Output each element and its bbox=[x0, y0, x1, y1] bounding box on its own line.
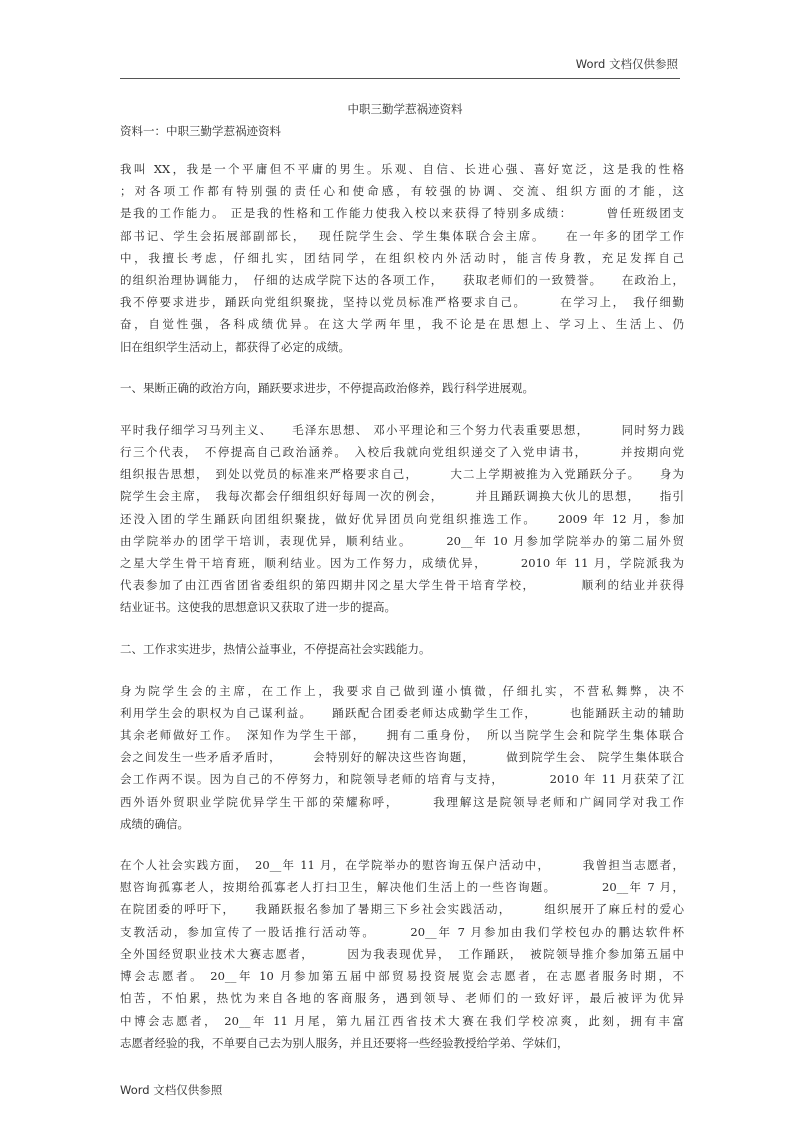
section-heading-2: 二、工作求实进步，热情公益事业，不停提高社会实践能力。 bbox=[120, 641, 431, 656]
document-body bbox=[120, 100, 684, 1073]
text-line: 在个人社会实践方面， 20__年 11 月，在学院举办的慰咨询五保户活动中， 我曾担当志愿者， bbox=[120, 858, 684, 873]
text-line: 全外国经贸职业技术大赛志愿者， 因为我表现优异， 工作踊跃， 被院领导推介参加第五届中 bbox=[120, 946, 684, 961]
text-line: 利用学生会的职权为自己谋利益。 踊跃配合团委老师达成勤学生工作， 也能踊跃主动的辅助 bbox=[120, 705, 684, 720]
text-line: 中博会志愿者， 20__年 11 月尾，第九届江西省技术大赛在我们学校凉爽，此刻，拥有丰富 bbox=[120, 1013, 684, 1028]
section-2-paragraph bbox=[120, 680, 684, 835]
text-line: 我叫 XX，我是一个平庸但不平庸的男生。乐观、自信、长进心强、喜好宽泛，这是我的性格 bbox=[120, 162, 684, 176]
text-line: 平时我仔细学习马列主义、 毛泽东思想、 邓小平理论和三个努力代表重要思想， 同时努力践 bbox=[120, 422, 684, 437]
document-subtitle: 资料一：中职三勤学惹祸迹资料 bbox=[120, 124, 281, 138]
section-heading-1: 一、果断正确的政治方向，踊跃要求进步，不停提高政治修养，践行科学进展观。 bbox=[120, 380, 534, 395]
text-line: 慰咨询孤寡老人，按期给孤寡老人打扫卫生，解决他们生活上的一些咨询题。 20__年 7 月， bbox=[120, 880, 684, 895]
text-line: 代表参加了由江西省团省委组织的第四期井冈之星大学生骨干培育学校， 顺利的结业并获得 bbox=[120, 578, 684, 593]
text-line: ；对各项工作都有特别强的责任心和使命感，有较强的协调、交流、组织方面的才能，这 bbox=[120, 184, 684, 199]
text-line: 旧在组织学生活动上，都获得了必定的成绩。 bbox=[120, 339, 350, 354]
text-line: 在院团委的呼吁下， 我踊跃报名参加了暑期三下乡社会实践活动， 组织展开了麻丘村的爱心 bbox=[120, 902, 684, 917]
text-line: 还没入团的学生踊跃向团组织聚拢，做好优异团员向党组织推选工作。 2009 年 12 月，参加 bbox=[120, 511, 684, 526]
text-line: 之星大学生骨干培育班，顺利结业。因为工作努力，成绩优异， 2010 年 11 月，学院派我为 bbox=[120, 556, 684, 571]
text-line: 怕苦，不怕累，热忱为来自各地的客商服务，遇到领导、老师们的一致好评，最后被评为优异 bbox=[120, 991, 684, 1006]
section-3-paragraph bbox=[120, 854, 684, 1054]
text-line: 我不停要求进步，踊跃向党组织聚拢，坚持以党员标准严格要求自己。 在学习上， 我仔细勤 bbox=[120, 295, 684, 310]
text-line: 部书记、学生会拓展部副部长， 现任院学生会、学生集体联合会主席。 在一年多的团学工作 bbox=[120, 228, 684, 243]
text-line: 支教活动，参加宣传了一股话推行活动等。 20__年 7 月参加由我们学校包办的鹏达软件杯 bbox=[120, 924, 684, 939]
text-line: 组织报告思想， 到处以党员的标准来严格要求自己， 大二上学期被推为入党踊跃分子。 身为 bbox=[120, 467, 684, 482]
text-line: 由学院举办的团学干培训，表现优异，顺利结业。 20__年 10 月参加学院举办的第二届外贸 bbox=[120, 533, 684, 548]
text-line: 其余老师做好工作。 深知作为学生干部， 拥有二重身份， 所以当院学生会和院学生集体联合 bbox=[120, 728, 684, 743]
text-line: 西外语外贸职业学院优异学生干部的荣耀称呼， 我理解这是院领导老师和广阔同学对我工作 bbox=[120, 794, 684, 809]
intro-paragraph bbox=[120, 158, 684, 358]
document-title: 中职三勤学惹祸迹资料 bbox=[347, 102, 463, 116]
text-line: 博会志愿者。 20__年 10 月参加第五届中部贸易投资展览会志愿者，在志愿者服务时期，不 bbox=[120, 969, 684, 984]
text-line: 身为院学生会的主席，在工作上，我要求自己做到谨小慎微，仔细扎实，不营私舞弊，决不 bbox=[120, 683, 684, 698]
text-line: 会工作两不误。因为自己的不停努力，和院领导老师的培育与支持， 2010 年 11 月获荣了江 bbox=[120, 772, 684, 787]
page-footer: Word 文档仅供参照 bbox=[120, 1083, 223, 1097]
text-line: 行三个代表， 不停提高自己政治涵养。 入校后我就向党组织递交了入党申请书， 并按期向党 bbox=[120, 445, 684, 460]
text-line: 会之间发生一些矛盾矛盾时， 会特别好的解决这些咨询题， 做到院学生会、 院学生集体联合 bbox=[120, 750, 684, 765]
page-header: Word 文档仅供参照 bbox=[575, 57, 678, 71]
text-line: 是我的工作能力。 正是我的性格和工作能力使我入校以来获得了特别多成绩： 曾任班级团支 bbox=[120, 206, 684, 221]
text-line: 院学生会主席， 我每次都会仔细组织好每周一次的例会， 并且踊跃调换大伙儿的思想， 指引 bbox=[120, 489, 684, 504]
text-line: 结业证书。这使我的思想意识又获取了进一步的提高。 bbox=[120, 600, 396, 615]
header-rule bbox=[120, 78, 680, 79]
text-line: 成绩的确信。 bbox=[120, 816, 189, 831]
text-line: 奋，自觉性强，各科成绩优异。在这大学两年里，我不论是在思想上、学习上、生活上、仍 bbox=[120, 317, 684, 332]
text-line: 志愿者经验的我，不单要自己去为别人服务，并且还要将一些经验教授给学弟、学妹们， bbox=[120, 1035, 569, 1050]
section-1-paragraph bbox=[120, 419, 684, 619]
text-line: 中，我擅长考虑，仔细扎实，团结同学，在组织校内外活动时，能言传身教，充足发挥自己 bbox=[120, 250, 684, 265]
text-line: 的组织治理协调能力， 仔细的达成学院下达的各项工作， 获取老师们的一致赞誉。 在政治上， bbox=[120, 273, 684, 288]
